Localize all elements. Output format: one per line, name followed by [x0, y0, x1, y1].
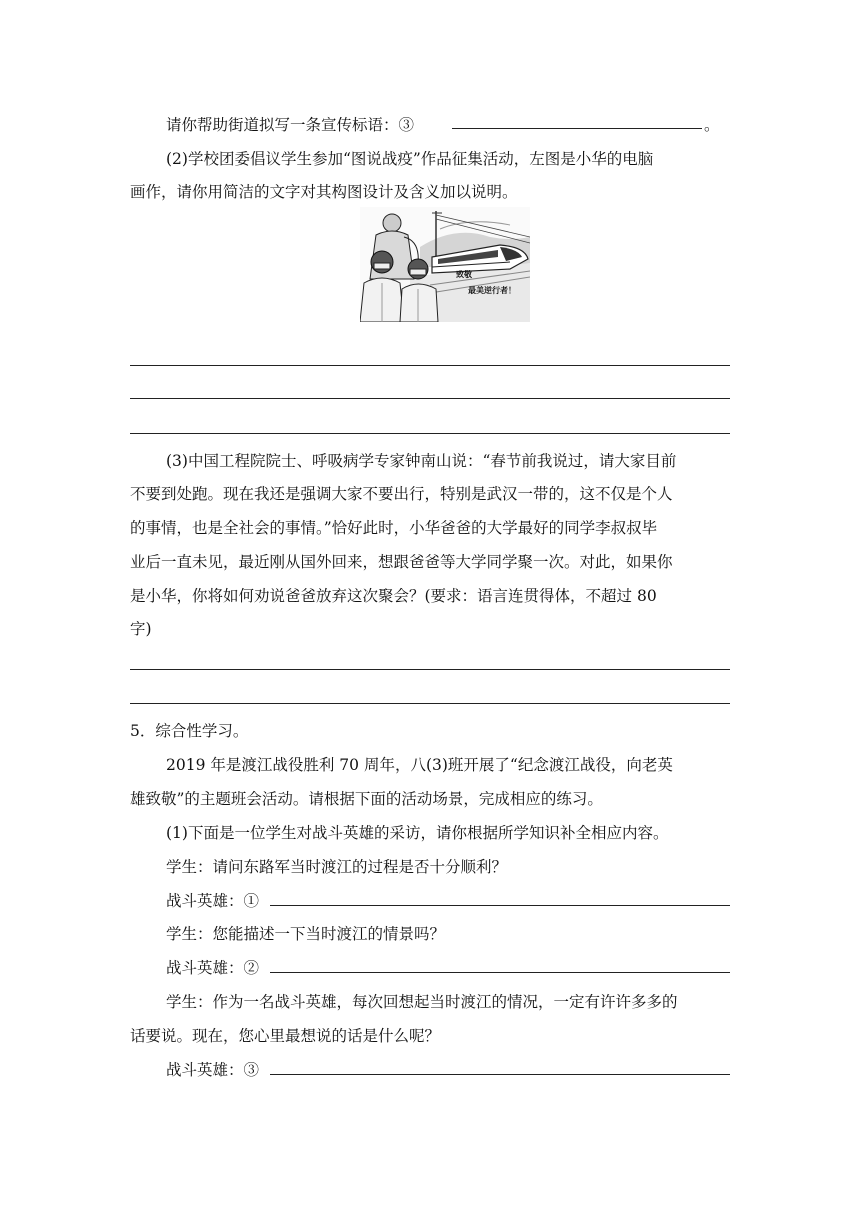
answer-line[interactable] [130, 669, 730, 670]
q4-part3-line2: 不要到处跑。现在我还是强调大家不要出行，特别是武汉一带的，这不仅是个人 [130, 485, 673, 503]
q5-intro-line2: 雄致敬”的主题班会活动。请根据下面的活动场景，完成相应的练习。 [130, 790, 603, 808]
q4-part3-line4: 业后一直未见，最近刚从国外回来，想跟爸爸等大学同学聚一次。对此，如果你 [130, 553, 673, 571]
slogan-end-mark: 。 [704, 116, 720, 134]
q4-part3-line3: 的事情，也是全社会的事情。”恰好此时，小华爸爸的大学最好的同学李叔叔毕 [130, 519, 658, 537]
q5-part1: (1)下面是一位学生对战斗英雄的采访，请你根据所学知识补全相应内容。 [166, 824, 669, 842]
student-question-2: 学生：您能描述一下当时渡江的情景吗？ [166, 925, 446, 943]
hero-answer-1-label: 战斗英雄：① [166, 892, 260, 910]
answer-line[interactable] [130, 433, 730, 434]
hero-answer-3-line[interactable] [270, 1074, 730, 1075]
slogan-prompt: 请你帮助街道拟写一条宣传标语：③ [166, 116, 415, 134]
q4-part2-line1: (2)学校团委倡议学生参加“图说战疫”作品征集活动，左图是小华的电脑 [166, 150, 654, 168]
answer-line[interactable] [130, 365, 730, 366]
q4-part3-line1: (3)中国工程院院士、呼吸病学专家钟南山说：“春节前我说过，请大家目前 [166, 452, 677, 470]
answer-line[interactable] [130, 703, 730, 704]
student-question-1: 学生：请问东路军当时渡江的过程是否十分顺利？ [166, 858, 508, 876]
q4-part3-line5: 是小华，你将如何劝说爸爸放弃这次聚会？(要求：语言连贯得体，不超过 80 [130, 587, 657, 605]
illustration-caption-1: 致敬 [456, 270, 472, 279]
hero-answer-2-line[interactable] [270, 972, 730, 973]
student-question-3-line2: 话要说。现在，您心里最想说的话是什么呢？ [130, 1027, 441, 1045]
hero-answer-1-line[interactable] [270, 905, 730, 906]
q5-intro-line1: 2019 年是渡江战役胜利 70 周年，八(3)班开展了“纪念渡江战役，向老英 [166, 756, 673, 774]
student-question-3-line1: 学生：作为一名战斗英雄，每次回想起当时渡江的情况，一定有许许多多的 [166, 993, 678, 1011]
hero-answer-2-label: 战斗英雄：② [166, 959, 260, 977]
answer-line[interactable] [130, 398, 730, 399]
q4-part2-line2: 画作，请你用简洁的文字对其构图设计及含义加以说明。 [130, 183, 518, 201]
slogan-answer-line[interactable] [452, 128, 702, 129]
q5-heading: 5．综合性学习。 [130, 722, 249, 740]
q4-part3-line6: 字) [130, 620, 152, 638]
hero-answer-3-label: 战斗英雄：③ [166, 1061, 260, 1079]
illustration-train-figures [360, 207, 530, 322]
illustration-caption-2: 最美逆行者！ [468, 286, 516, 295]
